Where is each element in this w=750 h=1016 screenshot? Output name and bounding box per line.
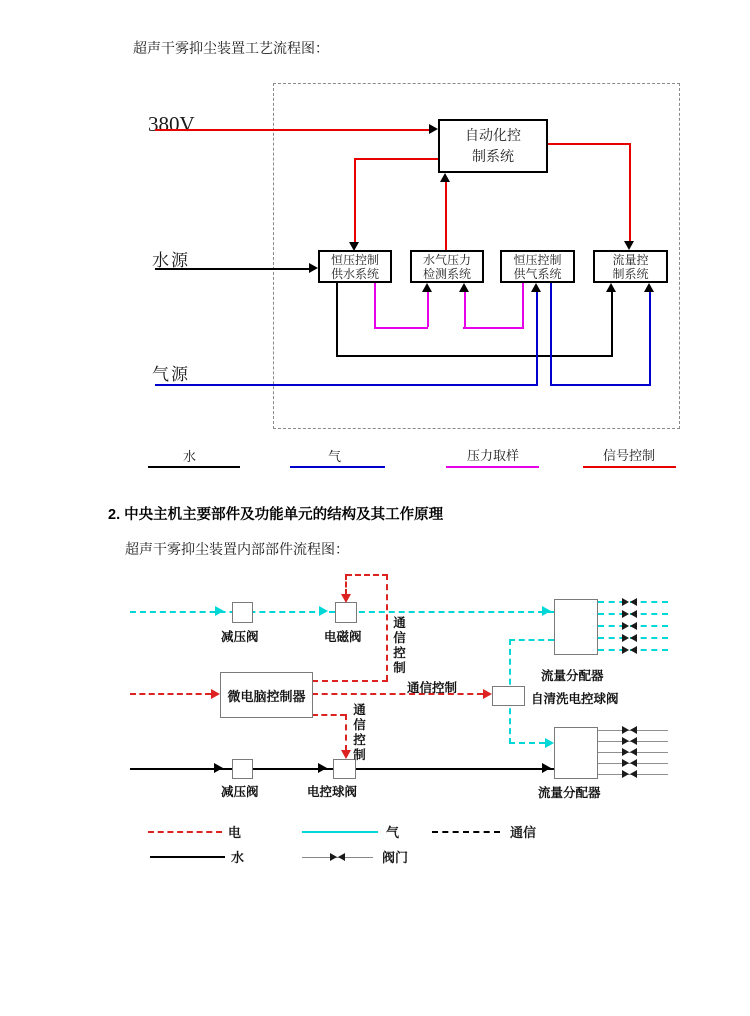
arrow-icon xyxy=(211,689,220,699)
air-line-supply-to-flow xyxy=(550,384,651,386)
arrow-icon xyxy=(318,763,327,773)
air-line-supply-to-flow xyxy=(649,292,651,384)
valve-icon xyxy=(622,646,637,655)
signal-line-power xyxy=(155,129,430,131)
box-label: 供气系统 xyxy=(513,266,562,281)
signal-line-to-water-supply xyxy=(355,158,438,160)
legend-line-pressure-sample xyxy=(446,466,539,468)
box-pressure-detect-system xyxy=(410,250,484,283)
label-solenoid-valve: 电磁阀 xyxy=(324,630,362,644)
signal-line-to-water-supply xyxy=(354,158,356,242)
pressure-sample-line-air xyxy=(464,292,466,327)
electric-line-input xyxy=(130,693,211,695)
arrow-icon xyxy=(542,606,551,616)
arrow-icon xyxy=(483,689,492,699)
legend-label-comm: 通信 xyxy=(510,825,537,840)
arrow-icon xyxy=(440,173,450,182)
comm-line-to-solenoid xyxy=(312,680,388,682)
valve-icon xyxy=(622,770,637,779)
label-electric-ball-valve: 电控球阀 xyxy=(307,785,358,799)
comm-line-to-ball-valve xyxy=(345,714,347,751)
pressure-sample-line-water xyxy=(374,327,428,329)
signal-line-from-detect xyxy=(445,182,447,250)
box-flow-distributor-top xyxy=(554,599,598,655)
power-source-label: 380V xyxy=(148,112,195,136)
diagram1-title: 超声干雾抑尘装置工艺流程图： xyxy=(133,40,329,56)
arrow-icon xyxy=(341,750,351,759)
arrow-icon xyxy=(214,763,223,773)
legend-label-air: 气 xyxy=(328,449,342,464)
arrow-icon xyxy=(624,241,634,250)
arrow-icon xyxy=(606,283,616,292)
box-auto-control-system xyxy=(438,119,548,173)
valve-icon xyxy=(330,853,345,862)
comm-line-to-self-clean-valve xyxy=(312,693,483,695)
box-label: 自动化控 xyxy=(465,127,521,143)
box-label: 恒压控制 xyxy=(330,252,379,267)
legend-line-electric xyxy=(148,831,222,833)
legend-label-water2: 水 xyxy=(231,850,245,865)
legend-line-air2 xyxy=(302,831,378,833)
arrow-icon xyxy=(215,606,224,616)
valve-icon xyxy=(622,634,637,643)
pressure-sample-line-water xyxy=(374,283,376,327)
signal-line-to-flow-control xyxy=(629,143,631,241)
legend-label-valve: 阀门 xyxy=(382,850,409,865)
box-label: 检测系统 xyxy=(422,266,471,281)
label-self-clean-valve: 自清洗电控球阀 xyxy=(531,692,619,706)
valve-icon xyxy=(622,610,637,619)
arrow-icon xyxy=(341,594,351,603)
air-line-supply-to-flow xyxy=(550,283,552,384)
comm-line-to-solenoid xyxy=(345,574,347,595)
arrow-icon xyxy=(429,124,438,134)
water-line-supply-to-flow xyxy=(336,283,338,357)
label-flow-distributor-top: 流量分配器 xyxy=(541,669,604,683)
water-line-supply-to-flow xyxy=(611,292,613,355)
arrow-icon xyxy=(459,283,469,292)
box-micro-controller xyxy=(220,672,313,718)
valve-icon xyxy=(622,622,637,631)
arrow-icon xyxy=(644,283,654,292)
air-line-source xyxy=(536,292,538,384)
valve-icon xyxy=(622,748,637,757)
box-air-supply-system xyxy=(500,250,575,283)
air-line-source xyxy=(155,384,538,386)
arrow-icon xyxy=(309,263,318,273)
box-label: 微电脑控制器 xyxy=(227,688,306,704)
valve-icon xyxy=(622,759,637,768)
legend-label-pressure-sample: 压力取样 xyxy=(467,448,520,463)
label-flow-distributor-bottom: 流量分配器 xyxy=(538,786,601,800)
box-label: 水气压力 xyxy=(422,252,471,267)
legend-label-air2: 气 xyxy=(386,825,400,840)
comm-line-to-ball-valve xyxy=(312,714,346,716)
section-heading: 2. 中央主机主要部件及功能单元的结构及其工作原理 xyxy=(108,507,444,523)
pressure-sample-line-air xyxy=(522,283,524,327)
label-comm-control-bottom: 通信控制 xyxy=(353,703,366,762)
label-comm-control-top: 通信控制 xyxy=(393,616,406,675)
box-label: 恒压控制 xyxy=(513,252,562,267)
legend-line-water2 xyxy=(150,856,225,858)
box-self-clean-valve xyxy=(492,686,525,706)
diagram2-title: 超声干雾抑尘装置内部部件流程图： xyxy=(125,541,349,557)
box-label: 流量控 xyxy=(612,252,649,267)
water-line-supply-to-flow xyxy=(336,355,613,357)
box-flow-control-system xyxy=(593,250,668,283)
comm-line-to-solenoid xyxy=(386,574,388,681)
air-source-label: 气源 xyxy=(152,365,190,384)
legend-line-water xyxy=(148,466,240,468)
box-pressure-reducer-top xyxy=(232,602,253,623)
legend-line-air xyxy=(290,466,385,468)
legend-label-water: 水 xyxy=(183,449,197,464)
valve-icon xyxy=(622,726,637,735)
pressure-sample-line-air xyxy=(463,327,524,329)
legend-line-comm xyxy=(432,831,500,833)
legend-label-signal: 信号控制 xyxy=(603,448,656,463)
legend-label-electric: 电 xyxy=(228,825,242,840)
box-label: 供水系统 xyxy=(330,266,379,281)
valve-icon xyxy=(622,598,637,607)
box-label: 制系统 xyxy=(612,266,649,281)
pressure-sample-line-water xyxy=(427,292,429,327)
label-pressure-reducer-top: 减压阀 xyxy=(221,630,259,644)
water-source-label: 水源 xyxy=(152,251,190,270)
arrow-icon xyxy=(531,283,541,292)
box-flow-distributor-bottom xyxy=(554,727,598,779)
signal-line-to-flow-control xyxy=(548,143,631,145)
comm-line-to-solenoid xyxy=(346,574,388,576)
arrow-icon xyxy=(542,763,551,773)
arrow-icon xyxy=(319,606,328,616)
label-pressure-reducer-bottom: 减压阀 xyxy=(221,785,259,799)
box-solenoid-valve xyxy=(335,602,357,623)
legend-line-signal xyxy=(583,466,676,468)
arrow-icon xyxy=(545,738,554,748)
box-label: 制系统 xyxy=(472,148,514,164)
air-line-branch xyxy=(509,742,545,744)
air-line-branch xyxy=(509,639,554,641)
box-water-supply-system xyxy=(318,250,392,283)
water-line-source xyxy=(155,268,309,270)
box-pressure-reducer-bottom xyxy=(232,759,253,779)
arrow-icon xyxy=(422,283,432,292)
label-comm-control-mid: 通信控制 xyxy=(407,681,458,695)
arrow-icon xyxy=(349,242,359,251)
valve-icon xyxy=(622,737,637,746)
